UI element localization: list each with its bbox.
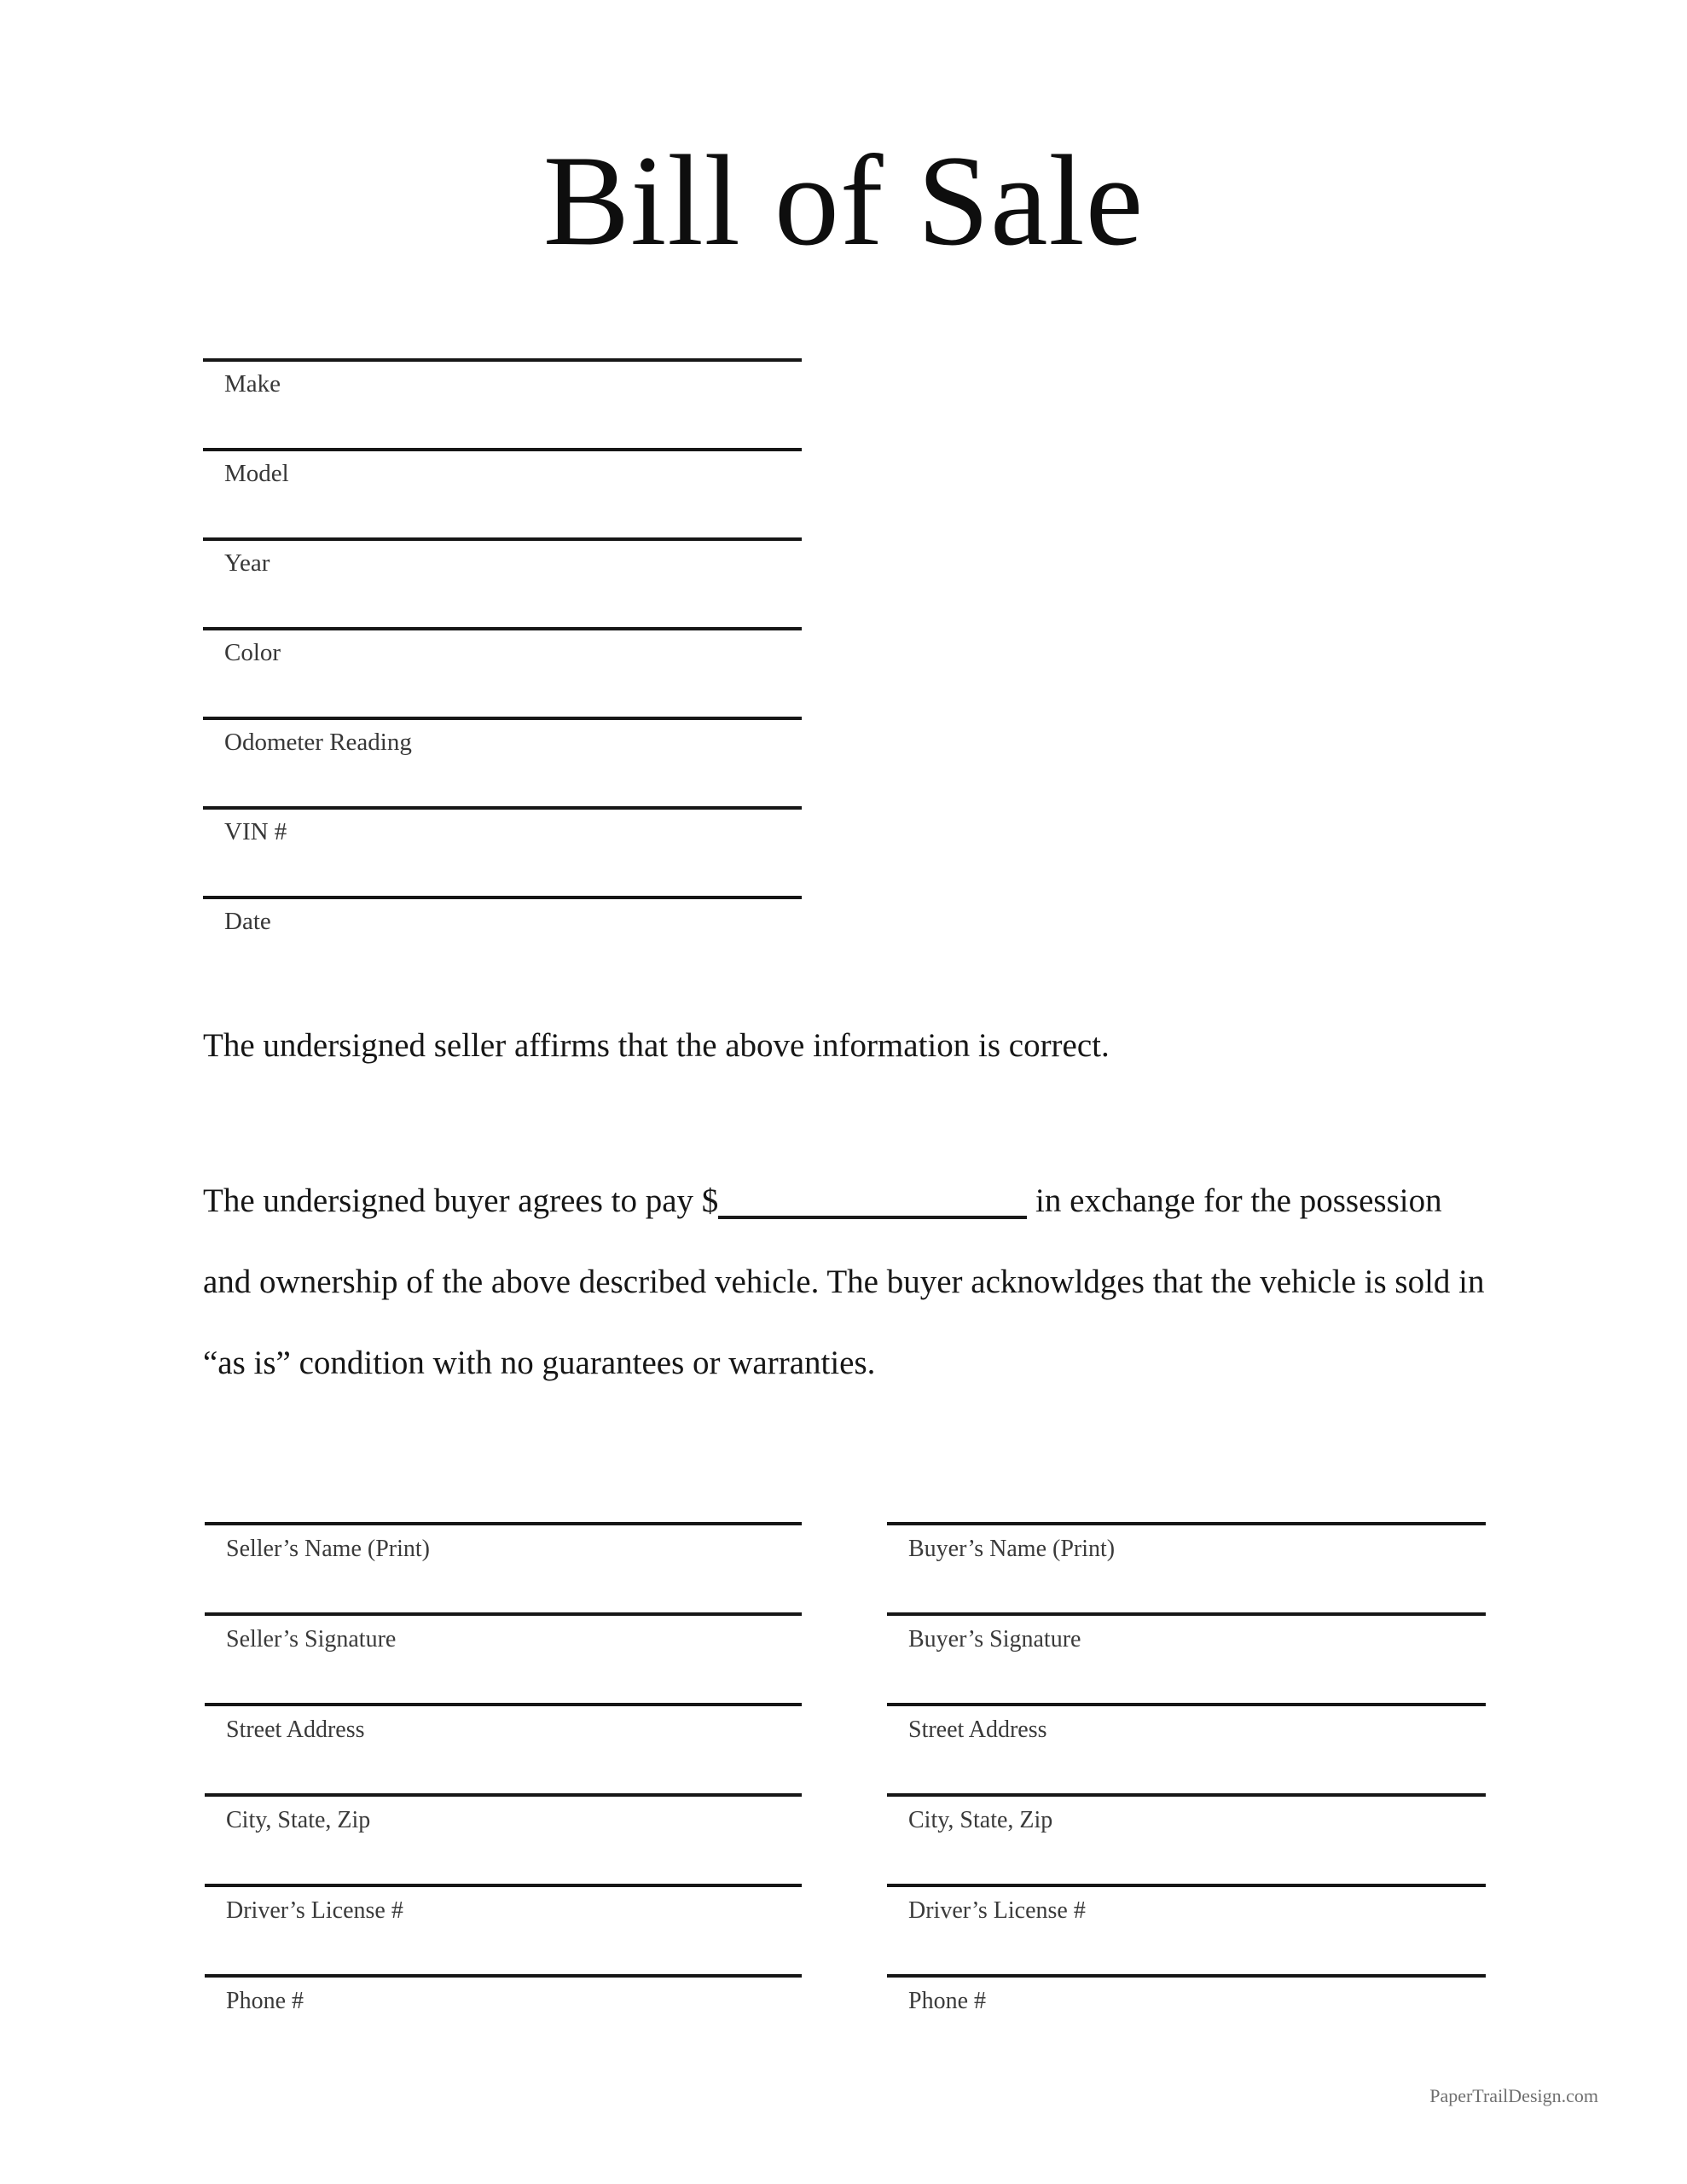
- field-date: [203, 896, 802, 937]
- buyer-name-write-area[interactable]: [887, 1464, 1486, 1525]
- field-seller-phone: [205, 1974, 802, 2016]
- field-seller-name-label: Seller’s Name (Print): [226, 1536, 430, 1562]
- field-buyer-phone: [887, 1974, 1486, 2016]
- buyer-agreement-prefix: The undersigned buyer agrees to pay $: [203, 1182, 719, 1219]
- footer-credit: PaperTrailDesign.com: [1429, 2085, 1598, 2106]
- seller-name-write-area[interactable]: [205, 1464, 802, 1525]
- field-buyer-signature-label: Buyer’s Signature: [908, 1626, 1081, 1653]
- vin-write-area[interactable]: [203, 748, 802, 810]
- field-seller-signature-label: Seller’s Signature: [226, 1626, 397, 1653]
- buyer-city-state-zip-write-area[interactable]: [887, 1735, 1486, 1797]
- buyer-agreement-suffix: in exchange for the possession: [1035, 1182, 1442, 1219]
- field-model-label: Model: [224, 460, 289, 487]
- seller-street-address-write-area[interactable]: [205, 1645, 802, 1706]
- date-write-area[interactable]: [203, 838, 802, 899]
- buyer-drivers-license-write-area[interactable]: [887, 1826, 1486, 1887]
- field-buyer-drivers-license-label: Driver’s License #: [908, 1897, 1086, 1924]
- field-date-label: Date: [224, 908, 271, 935]
- field-seller-city-state-zip-label: City, State, Zip: [226, 1807, 371, 1833]
- field-make-label: Make: [224, 370, 281, 398]
- buyer-street-address-write-area[interactable]: [887, 1645, 1486, 1706]
- buyer-agreement-line-2: and ownership of the above described vehicle. The buyer acknowldges that the vehicle is sold in: [203, 1263, 1485, 1300]
- buyer-agreement-line-3: “as is” condition with no guarantees or warranties.: [203, 1345, 876, 1381]
- buyer-phone-write-area[interactable]: [887, 1916, 1486, 1978]
- seller-drivers-license-write-area[interactable]: [205, 1826, 802, 1887]
- field-color-label: Color: [224, 639, 281, 666]
- seller-signature-write-area[interactable]: [205, 1554, 802, 1616]
- field-buyer-city-state-zip-label: City, State, Zip: [908, 1807, 1053, 1833]
- field-vin-label: VIN #: [224, 818, 287, 845]
- model-write-area[interactable]: [203, 390, 802, 451]
- field-buyer-name-label: Buyer’s Name (Print): [908, 1536, 1116, 1562]
- amount-blank[interactable]: [718, 1215, 1027, 1219]
- field-seller-phone-label: Phone #: [226, 1988, 304, 2014]
- field-seller-drivers-license-label: Driver’s License #: [226, 1897, 403, 1924]
- year-write-area[interactable]: [203, 479, 802, 541]
- document-title: Bill of Sale: [542, 129, 1145, 272]
- seller-phone-write-area[interactable]: [205, 1916, 802, 1978]
- field-year-label: Year: [224, 549, 270, 577]
- field-odometer-label: Odometer Reading: [224, 729, 412, 756]
- field-buyer-street-address-label: Street Address: [908, 1716, 1047, 1743]
- field-seller-street-address-label: Street Address: [226, 1716, 365, 1743]
- odometer-write-area[interactable]: [203, 659, 802, 720]
- buyer-agreement-line-1: [203, 1181, 1442, 1223]
- seller-affirmation-statement: The undersigned seller affirms that the above information is correct.: [203, 1027, 1110, 1064]
- buyer-signature-write-area[interactable]: [887, 1554, 1486, 1616]
- field-buyer-phone-label: Phone #: [908, 1988, 986, 2014]
- make-write-area[interactable]: [203, 300, 802, 362]
- color-write-area[interactable]: [203, 569, 802, 630]
- seller-city-state-zip-write-area[interactable]: [205, 1735, 802, 1797]
